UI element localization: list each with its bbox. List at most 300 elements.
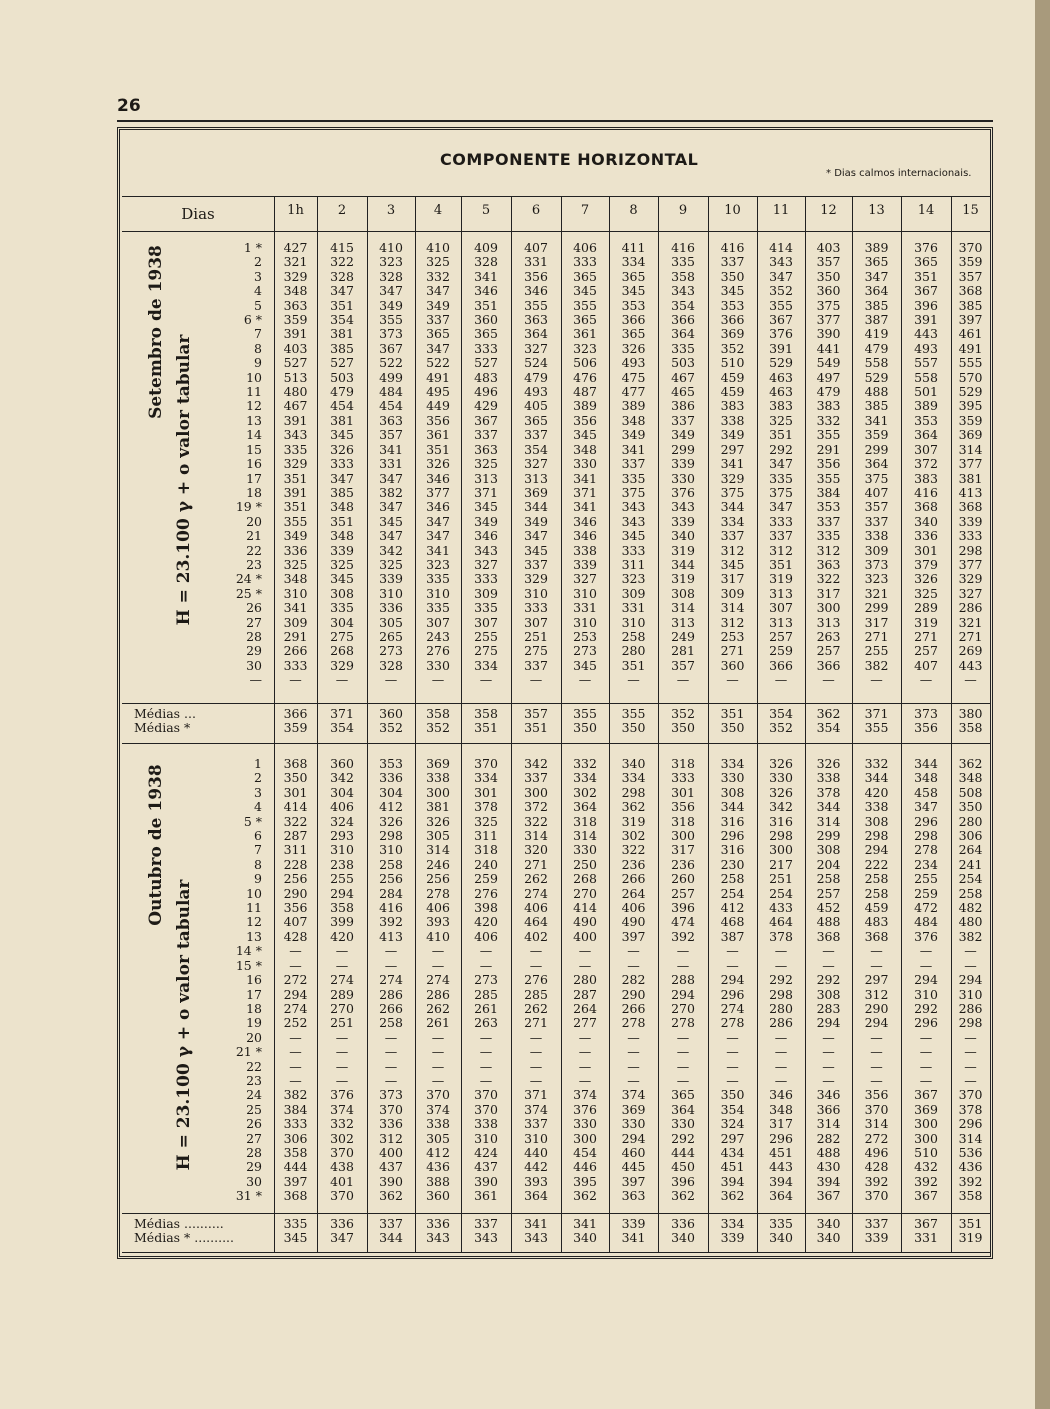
table-cell: 317: [816, 585, 841, 601]
table-cell: 328: [379, 268, 403, 284]
table-cell: 369: [524, 484, 548, 500]
table-cell: 318: [474, 842, 498, 858]
table-cell: —: [479, 1072, 493, 1088]
table-cell: 333: [671, 770, 695, 786]
table-cell: 353: [816, 499, 841, 515]
table-cell: 319: [671, 571, 695, 587]
table-cell: 294: [914, 972, 938, 988]
table-cell: 392: [671, 928, 695, 944]
table-cell: 347: [769, 268, 793, 284]
table-cell: 304: [330, 784, 354, 800]
table-cell: —: [676, 1072, 690, 1088]
table-cell: 390: [379, 1173, 403, 1189]
table-cell: —: [627, 957, 640, 973]
table-cell: 353: [720, 297, 745, 313]
table-cell: 323: [426, 556, 450, 572]
table-cell: 342: [769, 799, 793, 815]
table-cell: —: [774, 1029, 788, 1045]
table-cell: 331: [524, 254, 548, 270]
table-cell: 307: [524, 614, 548, 630]
table-cell: 341: [283, 600, 308, 616]
table-cell: 367: [769, 312, 793, 328]
table-cell: 327: [524, 340, 548, 356]
table-cell: 396: [671, 1173, 695, 1189]
table-cell: 370: [426, 1087, 450, 1103]
table-cell: 367: [914, 1087, 938, 1103]
table-cell: 557: [914, 355, 938, 371]
table-cell: 416: [720, 240, 745, 255]
table-cell: —: [479, 1058, 493, 1074]
medias-star-value: 347: [330, 1230, 354, 1245]
hour-column: [852, 241, 901, 688]
table-cell: 313: [671, 614, 695, 630]
table-cell: 354: [524, 441, 548, 457]
table-cell: 299: [864, 441, 889, 457]
table-cell: 392: [379, 914, 403, 930]
table-cell: 340: [671, 528, 695, 544]
day-column: [210, 757, 262, 1204]
table-cell: —: [774, 943, 788, 959]
table-cell: 365: [573, 268, 597, 284]
table-cell: 322: [330, 254, 354, 270]
table-cell: 347: [379, 528, 403, 544]
table-cell: 360: [816, 283, 841, 299]
medias-star-value: 354: [330, 720, 354, 735]
table-cell: 376: [330, 1087, 354, 1103]
table-cell: —: [384, 943, 398, 959]
table-cell: 391: [914, 312, 938, 328]
table-cell: 351: [330, 297, 354, 313]
table-cell: 266: [621, 1000, 646, 1016]
table-cell: 382: [379, 484, 403, 500]
table-cell: 347: [426, 528, 450, 544]
table-cell: 340: [914, 513, 938, 529]
table-cell: 262: [426, 1000, 450, 1016]
calm-days-note: [826, 168, 971, 179]
table-cell: 344: [671, 556, 695, 572]
table-cell: 360: [426, 1188, 450, 1204]
table-cell: 412: [720, 900, 745, 916]
table-cell: 262: [524, 1000, 548, 1016]
table-cell: 355: [769, 297, 793, 313]
table-cell: 341: [426, 542, 450, 558]
medias-value: 341: [524, 1216, 548, 1231]
table-cell: 249: [671, 628, 695, 644]
table-cell: 258: [720, 871, 745, 887]
table-cell: 330: [671, 1116, 695, 1132]
table-cell: 345: [573, 657, 597, 673]
table-cell: 370: [474, 756, 498, 771]
table-cell: 368: [283, 756, 308, 771]
medias-value: 367: [914, 1216, 938, 1231]
table-cell: 312: [816, 542, 841, 558]
table-cell: 397: [283, 1173, 308, 1189]
table-cell: 333: [474, 340, 498, 356]
table-cell: 250: [573, 856, 597, 872]
table-cell: 363: [379, 412, 403, 428]
table-cell: 371: [524, 1087, 548, 1103]
table-cell: 259: [474, 871, 498, 887]
table-cell: 522: [426, 355, 450, 371]
table-cell: 276: [524, 972, 548, 988]
table-cell: 382: [864, 657, 889, 673]
day-label: 31 *: [235, 1188, 262, 1204]
table-cell: —: [431, 943, 445, 959]
table-cell: —: [529, 1072, 543, 1088]
book-spine: [1035, 0, 1050, 1409]
table-cell: 326: [769, 756, 793, 771]
table-cell: —: [726, 1029, 739, 1045]
table-cell: 363: [816, 556, 841, 572]
table-cell: 342: [524, 756, 548, 771]
table-cell: 263: [474, 1015, 498, 1031]
table-cell: 316: [720, 813, 745, 829]
table-cell: 510: [914, 1144, 938, 1160]
table-cell: 310: [958, 986, 983, 1002]
table-cell: 322: [816, 571, 841, 587]
medias-star-value: 339: [720, 1230, 745, 1245]
table-cell: 302: [621, 828, 646, 844]
table-cell: 346: [426, 470, 450, 486]
table-cell: 383: [816, 398, 841, 414]
table-cell: 326: [426, 813, 450, 829]
table-cell: 347: [330, 283, 354, 299]
table-cell: 325: [474, 813, 498, 829]
medias-star-value: 350: [720, 720, 745, 735]
day-label: 16: [246, 972, 262, 988]
table-cell: 385: [864, 398, 889, 414]
table-cell: 330: [573, 1116, 597, 1132]
table-cell: 319: [671, 542, 695, 558]
table-cell: 300: [816, 600, 841, 616]
table-cell: 332: [816, 412, 841, 428]
table-cell: 459: [720, 384, 745, 400]
table-cell: 369: [426, 756, 450, 771]
table-cell: 450: [671, 1159, 695, 1175]
table-cell: —: [919, 957, 933, 973]
table-cell: 344: [816, 799, 841, 815]
table-cell: 335: [621, 470, 646, 486]
table-cell: 389: [864, 240, 889, 255]
table-rule: [122, 1213, 990, 1214]
table-cell: 377: [958, 456, 983, 472]
table-cell: 501: [914, 384, 938, 400]
table-cell: 356: [864, 1087, 889, 1103]
table-cell: 333: [474, 571, 498, 587]
table-rule: [122, 231, 990, 232]
table-cell: 230: [720, 856, 745, 872]
header-hour: 1h: [287, 203, 304, 218]
table-cell: 393: [426, 914, 450, 930]
table-cell: 359: [283, 312, 308, 328]
table-cell: 407: [283, 914, 308, 930]
table-cell: 362: [671, 1188, 695, 1204]
table-cell: 296: [769, 1130, 793, 1146]
table-cell: 429: [474, 398, 498, 414]
section-side-subtitle: H = 23.100 γ + o valor tabular: [174, 879, 194, 1171]
table-cell: 370: [864, 1188, 889, 1204]
table-cell: 350: [958, 799, 983, 815]
hour-column: [805, 241, 852, 688]
table-cell: 307: [769, 600, 793, 616]
hour-column: [852, 757, 901, 1204]
table-cell: 292: [816, 972, 841, 988]
table-cell: —: [578, 672, 592, 688]
table-cell: 395: [958, 398, 983, 414]
table-cell: 313: [816, 614, 841, 630]
table-rule: [122, 196, 990, 197]
table-cell: 262: [524, 871, 548, 887]
medias-star-value: 354: [816, 720, 841, 735]
table-cell: 333: [621, 542, 646, 558]
table-cell: 370: [958, 240, 983, 255]
table-cell: 314: [864, 1116, 889, 1132]
table-cell: 377: [958, 556, 983, 572]
table-cell: 255: [864, 643, 889, 659]
table-cell: 407: [914, 657, 938, 673]
table-cell: 340: [621, 756, 646, 771]
table-cell: —: [578, 1072, 592, 1088]
table-cell: 377: [426, 484, 450, 500]
table-cell: —: [627, 672, 640, 688]
table-cell: 347: [426, 283, 450, 299]
table-cell: 258: [621, 628, 646, 644]
table-cell: 339: [958, 513, 983, 529]
table-cell: 288: [671, 972, 695, 988]
table-cell: 285: [524, 986, 548, 1002]
table-cell: 393: [524, 1173, 548, 1189]
header-hour: 3: [386, 203, 396, 218]
table-cell: 345: [621, 528, 646, 544]
table-cell: 368: [914, 499, 938, 515]
medias-value: 366: [283, 706, 308, 721]
table-cell: 311: [621, 556, 646, 572]
table-cell: 361: [426, 427, 450, 443]
table-cell: 348: [958, 770, 983, 786]
table-cell: 350: [720, 268, 745, 284]
table-cell: 461: [958, 326, 983, 342]
table-cell: —: [384, 1072, 398, 1088]
table-cell: 474: [671, 914, 695, 930]
table-cell: 283: [816, 1000, 841, 1016]
day-label: 21: [246, 528, 262, 544]
table-cell: 343: [474, 542, 498, 558]
table-cell: —: [919, 1029, 933, 1045]
table-cell: 355: [573, 297, 597, 313]
page-number: 26: [117, 96, 141, 116]
table-cell: 345: [330, 427, 354, 443]
table-cell: 324: [330, 813, 354, 829]
table-cell: 325: [474, 456, 498, 472]
table-cell: 347: [769, 499, 793, 515]
table-cell: 392: [864, 1173, 889, 1189]
table-cell: 258: [864, 871, 889, 887]
table-cell: 443: [958, 657, 983, 673]
table-cell: 284: [379, 885, 403, 901]
table-cell: 368: [816, 928, 841, 944]
medias-value: 373: [914, 706, 938, 721]
table-cell: 314: [671, 600, 695, 616]
table-cell: 270: [330, 1000, 354, 1016]
header-hour: 11: [772, 203, 790, 218]
table-cell: 510: [720, 355, 745, 371]
table-cell: 266: [379, 1000, 403, 1016]
table-cell: 440: [524, 1144, 548, 1160]
table-cell: 258: [958, 885, 983, 901]
table-cell: 479: [330, 384, 354, 400]
table-cell: 292: [671, 1130, 695, 1146]
table-cell: —: [964, 1029, 977, 1045]
table-cell: 346: [474, 283, 498, 299]
table-cell: 360: [474, 312, 498, 328]
table-cell: 345: [621, 283, 646, 299]
table-cell: 280: [621, 643, 646, 659]
table-cell: 238: [330, 856, 354, 872]
table-cell: 298: [914, 828, 938, 844]
table-cell: —: [384, 957, 398, 973]
table-cell: —: [289, 1044, 302, 1060]
table-cell: 236: [621, 856, 646, 872]
table-cell: 275: [474, 643, 498, 659]
table-cell: 291: [283, 628, 308, 644]
table-cell: 503: [330, 369, 354, 385]
table-cell: 278: [720, 1015, 745, 1031]
hour-column: [757, 241, 805, 688]
table-cell: 311: [474, 828, 498, 844]
medias-value: 360: [379, 706, 403, 721]
table-cell: 376: [914, 928, 938, 944]
table-cell: 382: [283, 1087, 308, 1103]
day-label: 4: [254, 799, 262, 815]
table-cell: 345: [330, 571, 354, 587]
hour-column: [658, 241, 708, 688]
table-cell: 330: [671, 470, 695, 486]
table-cell: 399: [330, 914, 354, 930]
table-cell: —: [774, 672, 788, 688]
table-cell: 368: [283, 1188, 308, 1204]
hour-column: [511, 241, 561, 688]
table-cell: 416: [379, 900, 403, 916]
table-cell: 464: [769, 914, 793, 930]
table-cell: 413: [379, 928, 403, 944]
table-cell: —: [870, 1058, 883, 1074]
table-cell: 343: [769, 254, 793, 270]
table-cell: 228: [283, 856, 308, 872]
table-cell: 348: [330, 528, 354, 544]
table-cell: 305: [379, 614, 403, 630]
table-cell: 376: [914, 240, 938, 255]
table-cell: 308: [671, 585, 695, 601]
medias-star-value: 359: [283, 720, 308, 735]
medias-value: 337: [379, 1216, 403, 1231]
table-cell: —: [335, 1058, 349, 1074]
table-cell: —: [529, 1029, 543, 1045]
table-cell: —: [726, 1044, 739, 1060]
table-cell: 348: [621, 412, 646, 428]
table-cell: 373: [379, 326, 403, 342]
table-cell: 389: [573, 398, 597, 414]
table-cell: 363: [474, 441, 498, 457]
table-cell: 287: [573, 986, 597, 1002]
hour-column: [511, 757, 561, 1204]
table-cell: 385: [864, 297, 889, 313]
hour-column: [901, 757, 951, 1204]
table-cell: 374: [573, 1087, 597, 1103]
table-cell: 274: [330, 972, 354, 988]
table-cell: 312: [720, 542, 745, 558]
table-cell: 286: [958, 1000, 983, 1016]
hour-column: [461, 241, 511, 688]
table-cell: 370: [474, 1101, 498, 1117]
table-cell: 290: [283, 885, 308, 901]
table-cell: 337: [671, 412, 695, 428]
table-cell: —: [627, 1072, 640, 1088]
medias-star-value: 340: [671, 1230, 695, 1245]
table-cell: 347: [524, 528, 548, 544]
table-cell: 367: [816, 1188, 841, 1204]
table-cell: 294: [958, 972, 983, 988]
table-cell: 314: [426, 842, 450, 858]
table-cell: 397: [958, 312, 983, 328]
table-cell: 271: [864, 628, 889, 644]
table-cell: 488: [816, 1144, 841, 1160]
table-cell: —: [578, 957, 592, 973]
table-cell: 361: [474, 1188, 498, 1204]
table-cell: 294: [720, 972, 745, 988]
table-cell: 318: [671, 813, 695, 829]
table-cell: 347: [769, 456, 793, 472]
table-cell: —: [822, 672, 835, 688]
medias-star-value: 343: [524, 1230, 548, 1245]
table-cell: 301: [914, 542, 938, 558]
table-cell: 348: [914, 770, 938, 786]
table-cell: 400: [573, 928, 597, 944]
table-cell: 337: [816, 513, 841, 529]
table-cell: 357: [958, 268, 983, 284]
header-hour: 4: [433, 203, 443, 218]
table-cell: 432: [914, 1159, 938, 1175]
table-cell: 246: [426, 856, 450, 872]
table-cell: 381: [426, 799, 450, 815]
day-label: 17: [246, 470, 262, 486]
table-cell: 398: [474, 900, 498, 916]
table-cell: 454: [379, 398, 403, 414]
table-cell: 255: [914, 871, 938, 887]
table-cell: 356: [671, 799, 695, 815]
table-cell: 337: [426, 312, 450, 328]
medias-star-value: 345: [283, 1230, 308, 1245]
table-cell: 458: [914, 784, 938, 800]
table-cell: 254: [720, 885, 745, 901]
table-cell: 406: [330, 799, 354, 815]
header-hour: 15: [962, 203, 979, 218]
table-cell: 314: [958, 441, 983, 457]
table-cell: 316: [769, 813, 793, 829]
table-cell: 488: [864, 384, 889, 400]
table-cell: 355: [283, 513, 308, 529]
table-cell: 420: [864, 784, 889, 800]
table-cell: 294: [283, 986, 308, 1002]
table-cell: 310: [524, 1130, 548, 1146]
table-cell: 338: [720, 412, 745, 428]
day-label: 16: [246, 456, 262, 472]
medias-star-value: 340: [816, 1230, 841, 1245]
table-cell: 222: [864, 856, 889, 872]
table-cell: 451: [720, 1159, 745, 1175]
table-cell: 310: [283, 585, 308, 601]
table-cell: 375: [864, 470, 889, 486]
table-cell: 333: [283, 1116, 308, 1132]
